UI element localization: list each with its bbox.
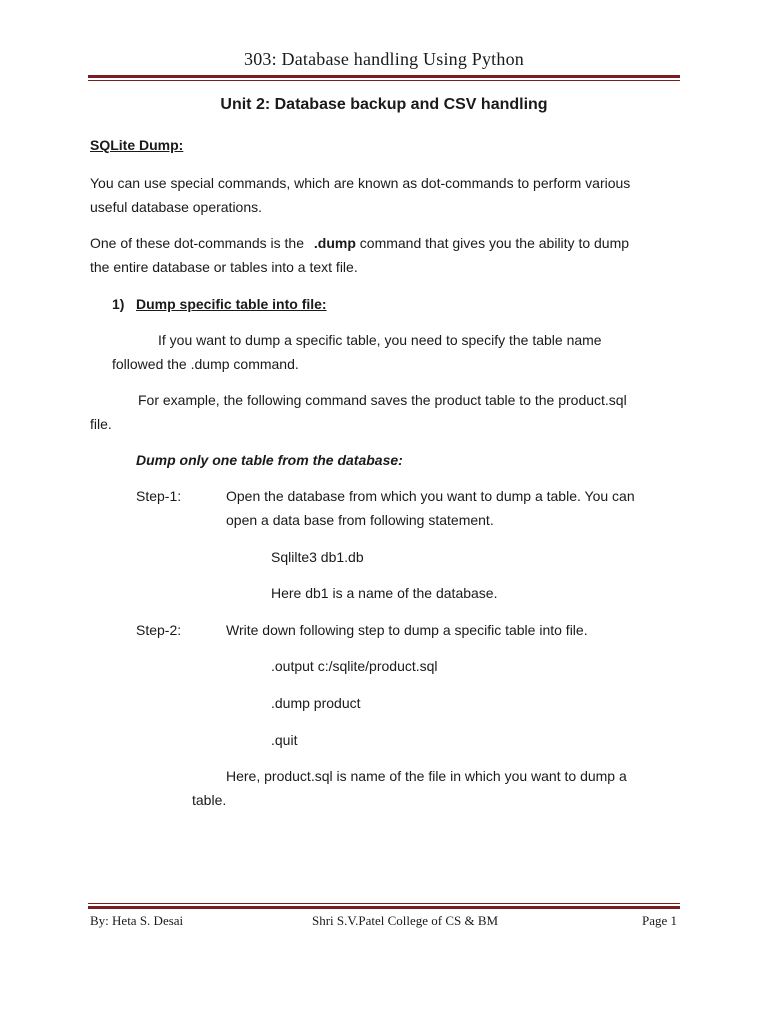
example-line-1: For example, the following command saves the product table to the product.sql xyxy=(138,392,627,408)
footer-rule-thick xyxy=(88,906,680,909)
document-header-title: 303: Database handling Using Python xyxy=(244,49,524,69)
intro-paragraph xyxy=(90,171,690,219)
header-rule-thin xyxy=(88,80,680,81)
intro-line-2: useful database operations. xyxy=(90,199,263,215)
step-1-label: Step-1: xyxy=(136,488,182,504)
intro-line-1: You can use special commands, which are known as dot-commands to perform various xyxy=(90,175,631,191)
dot-command-line-1 xyxy=(90,231,690,255)
step-1-line-1: Open the database from which you want to dump a table. You can xyxy=(226,488,635,504)
footer-page-number: Page 1 xyxy=(641,913,677,928)
output-command: .output c:/sqlite/product.sql xyxy=(271,658,438,674)
specific-table-line-1: If you want to dump a specific table, you need to specify the table name xyxy=(158,332,602,348)
footer-author: By: Heta S. Desai xyxy=(90,913,184,928)
dot-command-text-pre: One of these dot-commands is the xyxy=(90,235,304,251)
subsection-heading: Dump specific table into file: xyxy=(136,296,327,312)
quit-command: .quit xyxy=(271,732,298,748)
step-2-line-1: Write down following step to dump a specific table into file. xyxy=(226,622,588,638)
dump-command-name: .dump xyxy=(313,235,356,251)
header-rule-thick xyxy=(88,75,680,78)
dot-command-paragraph xyxy=(90,231,690,279)
closing-line-1: Here, product.sql is name of the file in which you want to dump a xyxy=(226,768,627,784)
closing-line-2: table. xyxy=(192,792,227,808)
step-2-label: Step-2: xyxy=(136,622,182,638)
unit-title: Unit 2: Database backup and CSV handling xyxy=(220,96,548,113)
dot-command-text-post: command that gives you the ability to dump xyxy=(359,235,630,251)
subsection-number: 1) xyxy=(112,296,125,312)
footer-college: Shri S.V.Patel College of CS & BM xyxy=(312,913,499,928)
section-heading: SQLite Dump: xyxy=(90,137,184,153)
example-heading: Dump only one table from the database: xyxy=(136,452,403,468)
step-1-note: Here db1 is a name of the database. xyxy=(271,585,498,601)
step-1-command: Sqlilte3 db1.db xyxy=(271,549,364,565)
specific-table-line-2: followed the .dump command. xyxy=(112,356,299,372)
example-line-2: file. xyxy=(90,416,112,432)
step-1-text xyxy=(226,484,696,532)
step-1-line-2: open a data base from following statement. xyxy=(226,512,494,528)
dump-command: .dump product xyxy=(271,695,361,711)
footer-rule-thin xyxy=(88,903,680,904)
dot-command-line-2: the entire database or tables into a text file. xyxy=(90,259,358,275)
